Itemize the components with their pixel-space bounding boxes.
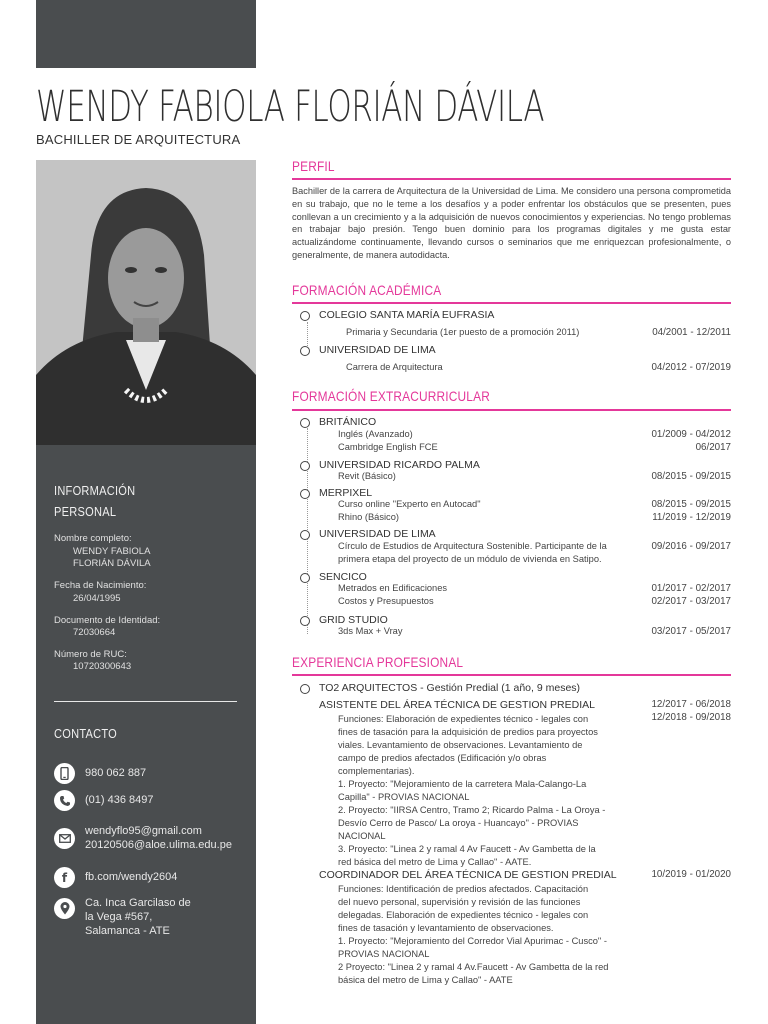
academic-entry [300,344,731,380]
academic-detail: Primaria y Secundaria (1er puesto de a promoción 2011) [346,327,580,337]
course-date: 02/2017 - 03/2017 [651,596,731,607]
description-line: Capilla" - PROVIAS NACIONAL [338,792,470,802]
email-primary[interactable]: wendyflo95@gmail.com [85,825,202,837]
timeline-dot [300,684,310,694]
top-decorative-bar [36,0,256,68]
contact-heading: CONTACTO [54,726,118,741]
timeline-dot [300,489,310,499]
institution-name: SENCICO [319,571,367,583]
ruc-value: 10720300643 [73,661,132,672]
description-line: PROVIAS NACIONAL [338,949,430,959]
section-divider-perfil [292,178,731,180]
address [85,896,191,938]
role-date: 12/2017 - 06/2018 [651,699,731,710]
profile-summary: Bachiller de la carrera de Arquitectura de la Universidad de Lima. Me considero una persona comprometida en su trabajo, que no le teme a los desafíos y a poder enfrentar los obstáculos que se presenten, pues conllevan a un crecimiento y a la adquisición de nuevos conocimientos y experiencias. No tengo problemas en trabajar bajo presión. Tengo buen dominio para los programas digitales y me gusta estar actualizándome continuamente, llevando cursos o seminarios que me enriquezcan profesionalmente, o generalmente, de manera autodidacta. [292,186,731,260]
company-name: TO2 ARQUITECTOS - Gestión Predial (1 año, 9 meses) [319,682,581,694]
description-line: 1. Proyecto: "Mejoramiento de la carretera Mala-Calango-La [338,779,587,789]
academic-entry [300,309,731,345]
sidebar [36,160,256,1024]
section-title-extracurricular: FORMACIÓN EXTRACURRICULAR [292,388,490,404]
description-line: delegadas. Elaboración de expedientes técnico - legales con [338,910,589,920]
address-line-3: Salamanca - ATE [85,925,170,937]
description-line: 2. Proyecto: "IIRSA Centro, Tramo 2; Ricardo Palma - La Oroya - [338,805,606,815]
id-document-label: Documento de Identidad: [54,615,161,626]
course-date: 06/2017 [695,442,731,453]
timeline-dot [300,418,310,428]
extracurricular-entry [300,614,731,642]
facebook-url: fb.com/wendy2604 [85,871,178,883]
contact-email[interactable] [54,824,232,852]
full-name-label: Nombre completo: [54,533,132,544]
course-date: 03/2017 - 05/2017 [651,626,731,637]
academic-date: 04/2001 - 12/2011 [652,327,731,338]
timeline-dot [300,346,310,356]
course-name: primera etapa del proyecto de un módulo de vivienda en Satipo. [338,554,602,564]
course-name: Inglés (Avanzado) [338,429,413,439]
description-line: fines de tasación para la adquisición de predios para proyectos [338,727,598,737]
section-title-academica: FORMACIÓN ACADÉMICA [292,282,442,298]
course-date: 09/2016 - 09/2017 [651,541,731,552]
email-icon [54,828,75,849]
course-date: 08/2015 - 09/2015 [651,499,731,510]
mobile-number: 980 062 887 [85,767,147,779]
extracurricular-entry [300,416,731,460]
phone-number: (01) 436 8497 [85,794,154,806]
extracurricular-entry [300,528,731,570]
section-divider-extracurricular [292,409,731,411]
description-line: Funciones: Identificación de predios afectados. Capacitación [338,884,589,894]
timeline-dot [300,616,310,626]
phone-icon [54,790,75,811]
description-line: básica del metro de Lima y Callao" - AATE [338,975,513,985]
course-name: Cambridge English FCE [338,442,438,452]
extracurricular-entry [300,459,731,487]
candidate-title: BACHILLER DE ARQUITECTURA [36,132,241,147]
birthdate-value: 26/04/1995 [73,593,121,604]
full-name-value-1: WENDY FABIOLA [73,546,151,557]
role-date: 12/2018 - 09/2018 [651,712,731,723]
timeline-dot [300,311,310,321]
email-secondary[interactable]: 20120506@aloe.ulima.edu.pe [85,839,232,851]
section-title-perfil: PERFIL [292,158,335,174]
description-line: del nuevo personal, supervisión y revisión de las funciones [338,897,581,907]
institution-name: GRID STUDIO [319,614,388,626]
institution-name: UNIVERSIDAD DE LIMA [319,344,436,356]
academic-date: 04/2012 - 07/2019 [651,362,731,373]
course-name: 3ds Max + Vray [338,626,403,636]
description-line: 3. Proyecto: "Linea 2 y ramal 4 Av Faucett - Av Gambetta de la [338,844,596,854]
info-heading-line-1: INFORMACIÓN [54,483,136,498]
course-name: Rhino (Básico) [338,512,399,522]
id-document-value: 72030664 [73,627,116,638]
course-name: Curso online "Experto en Autocad" [338,499,481,509]
timeline-dot [300,530,310,540]
description-line: fines de tasación y levantamiento de observaciones. [338,923,554,933]
timeline-dot [300,573,310,583]
contact-mobile[interactable] [54,763,146,784]
description-line: NACIONAL [338,831,386,841]
full-name-value-2: FLORIÁN DÁVILA [73,558,151,569]
description-line: 2 Proyecto: "Linea 2 y ramal 4 Av.Faucett - Av Gambetta de la red [338,962,609,972]
section-title-experiencia: EXPERIENCIA PROFESIONAL [292,654,464,670]
course-date: 01/2017 - 02/2017 [651,583,731,594]
info-heading-line-2: PERSONAL [54,504,117,519]
extracurricular-entry [300,487,731,527]
course-name: Metrados en Edificaciones [338,583,448,593]
section-divider-academica [292,302,731,304]
section-divider-experiencia [292,674,731,676]
description-line: viales. Levantamiento de observaciones. Levantamiento de [338,740,583,750]
institution-name: UNIVERSIDAD DE LIMA [319,528,436,540]
profile-photo [36,160,256,445]
candidate-name: WENDY FABIOLA FLORIÁN DÁVILA [36,82,545,132]
extracurricular-entry [300,571,731,611]
role-description [338,883,608,987]
institution-name: COLEGIO SANTA MARÍA EUFRASIA [319,309,495,321]
institution-name: MERPIXEL [319,487,373,499]
contact-facebook[interactable] [54,867,177,888]
birthdate-label: Fecha de Nacimiento: [54,580,147,591]
description-line: red básica del metro de Lima y Callao" - AATE. [338,857,532,867]
sidebar-divider [54,701,237,702]
course-name: Revit (Básico) [338,471,396,481]
mobile-phone-icon [54,763,75,784]
course-date: 01/2009 - 04/2012 [651,429,731,440]
address-line-1: Ca. Inca Garcilaso de [85,897,191,909]
description-line: campo de predios afectados (Edificación y/o obras [338,753,547,763]
description-line: 1. Proyecto: "Mejoramiento del Corredor Vial Apurimac - Cusco" - [338,936,607,946]
email-addresses [85,824,232,852]
timeline-dot [300,461,310,471]
course-name: Costos y Presupuestos [338,596,434,606]
contact-address [54,896,191,938]
role-date: 10/2019 - 01/2020 [651,869,731,880]
location-icon [54,898,75,919]
course-date: 08/2015 - 09/2015 [651,471,731,482]
academic-detail: Carrera de Arquitectura [346,362,443,372]
role-title: ASISTENTE DEL ÁREA TÉCNICA DE GESTION PREDIAL [319,699,595,711]
facebook-icon: f [54,867,75,888]
ruc-label: Número de RUC: [54,649,127,660]
role-description [338,713,605,869]
institution-name: UNIVERSIDAD RICARDO PALMA [319,459,480,471]
description-line: complementarias). [338,766,415,776]
institution-name: BRITÁNICO [319,416,377,428]
experience-entry [300,682,731,992]
description-line: Funciones: Elaboración de expedientes técnico - legales con [338,714,589,724]
info-heading [54,480,135,522]
course-date: 11/2019 - 12/2019 [652,512,731,523]
contact-phone[interactable] [54,790,154,811]
address-line-2: la Vega #567, [85,911,153,923]
course-name: Círculo de Estudios de Arquitectura Sostenible. Participante de la [338,541,607,551]
description-line: Desvío Cerro de Pasco/ La oroya - Huancayo" - PROVIAS [338,818,579,828]
role-title: COORDINADOR DEL ÁREA TÉCNICA DE GESTION PREDIAL [319,869,617,881]
